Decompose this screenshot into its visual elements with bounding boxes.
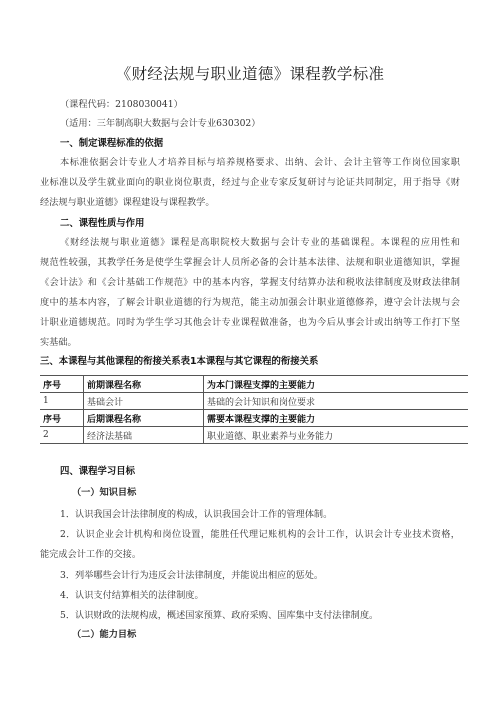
- table-row: [40, 427, 468, 444]
- paragraph-line: 规范性较强，其教学任务是使学生掌握会计人员所必备的会计基本法律、法规和职业道德知识，掌握: [40, 257, 460, 268]
- paragraph-line: 本标准依据会计专业人才培养目标与培养规格要求、出纳、会计、会计主管等工作岗位国家职: [60, 157, 460, 168]
- document-title: 《财经法规与职业道德》课程教学标准: [115, 65, 385, 83]
- table-cell: 职业道德、职业素养与业务能力: [204, 427, 469, 444]
- table-cell: 2: [40, 427, 84, 444]
- list-item: 4．认识支付结算相关的法律制度。: [60, 590, 204, 601]
- table-header-cell: 后期课程名称: [84, 410, 204, 427]
- applicable-program: （适用：三年制高职大数据与会计专业630302）: [60, 118, 261, 129]
- list-item: 5．认识财政的法规构成，概述国家预算、政府采购、国库集中支付法律制度。: [60, 610, 379, 621]
- paragraph-line: 《会计法》和《会计基础工作规范》中的基本内容，掌握支付结算办法和税收法律制度及财政法律制: [40, 277, 460, 288]
- section-heading-basis: 一、制定课程标准的依据: [60, 138, 164, 149]
- table-cell: 基础的会计知识和岗位要求: [204, 393, 469, 410]
- subheading-ability: （二）能力目标: [72, 629, 137, 640]
- list-item: 3．列举哪些会计行为违反会计法律制度，并能说出相应的惩处。: [60, 570, 324, 581]
- table-header-row: [40, 410, 468, 427]
- course-code: （课程代码：2108030041）: [60, 99, 183, 110]
- table-header-row: [40, 376, 468, 393]
- course-relation-table: [40, 375, 468, 444]
- table-cell: 1: [40, 393, 84, 410]
- section-heading-goals: 四、课程学习目标: [60, 466, 136, 477]
- table-header-cell: 需要本课程支撑的主要能力: [204, 410, 469, 427]
- table-cell: 基础会计: [84, 393, 204, 410]
- table-header-cell: 为本门课程支撑的主要能力: [204, 376, 469, 393]
- paragraph-line: 业标准以及学生就业面向的职业岗位职责，经过与企业专家反复研讨与论证共同制定，用于指导《财: [40, 177, 460, 188]
- section-heading-nature: 二、课程性质与作用: [60, 218, 145, 229]
- table-header-cell: 序号: [40, 410, 84, 427]
- list-item: 1．认识我国会计法律制度的构成，认识我国会计工作的管理体制。: [60, 509, 333, 520]
- paragraph-line: 度中的基本内容，了解会计职业道德的行为规范，能主动加强会计职业道德修养，遵守会计法规与会: [40, 297, 460, 308]
- paragraph-line: 实基础。: [40, 337, 77, 348]
- paragraph-line: 计职业道德规范。同时为学生学习其他会计专业课程做准备，也为今后从事会计或出纳等工作打下坚: [40, 317, 460, 328]
- paragraph-line: 《财经法规与职业道德》课程是高职院校大数据与会计专业的基础课程。本课程的应用性和: [60, 237, 460, 248]
- table-header-cell: 前期课程名称: [84, 376, 204, 393]
- section-heading-relations: 三、本课程与其他课程的衔接关系表1本课程与其它课程的衔接关系: [40, 356, 319, 367]
- table-header-cell: 序号: [40, 376, 84, 393]
- table-cell: 经济法基础: [84, 427, 204, 444]
- list-item: 能完成会计工作的交接。: [40, 549, 142, 560]
- list-item: 2．认识企业会计机构和岗位设置，能胜任代理记账机构的会计工作，认识会计专业技术资格，: [60, 529, 460, 540]
- subheading-knowledge: （一）知识目标: [72, 487, 137, 498]
- table-row: [40, 393, 468, 410]
- paragraph-line: 经法规与职业道德》课程建设与课程教学。: [40, 197, 215, 208]
